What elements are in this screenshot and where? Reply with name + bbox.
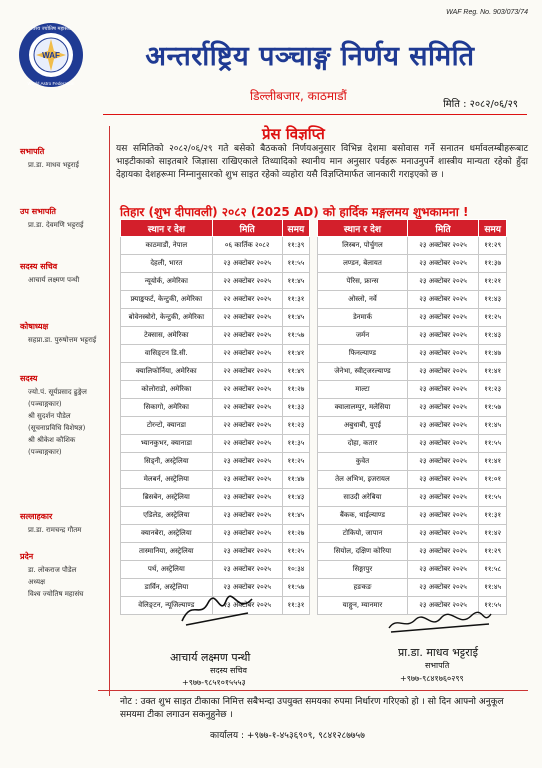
cell-date: २२ अक्टोबर २०२५ <box>212 435 282 453</box>
table-row <box>318 255 507 273</box>
sidebar-member: (पञ्चाङ्गकार) <box>28 400 62 408</box>
signatory-2-name: प्रा.डा. माधव भट्टराई <box>398 646 478 659</box>
cell-time: ११:४३ <box>479 291 507 309</box>
sidebar-role: सदस्य सचिव <box>20 262 58 271</box>
cell-place: लण्डन, बेलायत <box>318 255 408 273</box>
cell-time: ११:२९ <box>479 543 507 561</box>
signatory-2-phone: +९७७-९८४१७६०२९९ <box>400 674 464 683</box>
cell-place: वासिङ्टन डि.सी. <box>121 345 213 363</box>
cell-date: २२ अक्टोबर २०२५ <box>212 417 282 435</box>
table-row <box>318 453 507 471</box>
cell-place: डेनमार्क <box>318 309 408 327</box>
cell-time: ११:४५ <box>479 579 507 597</box>
cell-time: ११:२५ <box>282 453 309 471</box>
header-date: मिति <box>212 220 282 237</box>
organization-title: अन्तर्राष्ट्रिय पञ्चाङ्ग निर्णय समिति <box>145 41 475 72</box>
cell-date: २३ अक्टोबर २०२५ <box>407 417 478 435</box>
svg-text:World Astro Federation: World Astro Federation <box>27 81 75 86</box>
cell-place: एडिलेड, अस्ट्रेलिया <box>121 507 213 525</box>
table-row <box>318 417 507 435</box>
table-row <box>318 291 507 309</box>
cell-date: २३ अक्टोबर २०२५ <box>407 561 478 579</box>
cell-time: ११:२३ <box>479 381 507 399</box>
sidebar-member: डा. लोकराज पौडेल <box>28 566 77 574</box>
table-row <box>318 489 507 507</box>
cell-time: ११:३१ <box>282 597 309 615</box>
signature-lakshman-panthi <box>178 591 258 631</box>
sidebar-role: उप सभापति <box>20 207 56 216</box>
table-row <box>318 471 507 489</box>
table-row <box>121 327 310 345</box>
cell-time: ११:५५ <box>479 597 507 615</box>
cell-place: सिङ्गापुर <box>318 561 408 579</box>
cell-time: ११:२९ <box>479 237 507 255</box>
cell-time: ११:५७ <box>479 399 507 417</box>
timing-table-right <box>317 219 507 615</box>
registration-number: WAF Reg. No. 903/073/74 <box>446 9 528 16</box>
sidebar-role: सल्लाहकार <box>20 512 53 521</box>
cell-date: २२ अक्टोबर २०२५ <box>212 291 282 309</box>
table-row <box>318 525 507 543</box>
cell-date: २३ अक्टोबर २०२५ <box>212 453 282 471</box>
cell-place: भ्यानकुभर, क्यानाडा <box>121 435 213 453</box>
signature-madhav-bhattarai <box>385 608 495 638</box>
table-row <box>318 543 507 561</box>
table-row <box>318 435 507 453</box>
cell-place: क्यानबेरा, अस्ट्रेलिया <box>121 525 213 543</box>
cell-time: ११:४३ <box>479 327 507 345</box>
cell-date: २३ अक्टोबर २०२५ <box>212 489 282 507</box>
table-row <box>318 345 507 363</box>
table-row <box>121 309 310 327</box>
sidebar-member: श्री सुदर्शन पौडेल <box>28 412 71 420</box>
cell-time: ११:३७ <box>479 255 507 273</box>
header-time: समय <box>479 220 507 237</box>
cell-time: ११:४५ <box>282 507 309 525</box>
sidebar-member: आचार्य लक्ष्मण पन्थी <box>28 276 80 284</box>
cell-date: २३ अक्टोबर २०२५ <box>407 453 478 471</box>
cell-time: ११:४१ <box>479 453 507 471</box>
cell-time: ११:५५ <box>282 255 309 273</box>
header-place: स्थान र देश <box>318 220 408 237</box>
cell-time: ११:३१ <box>479 507 507 525</box>
cell-date: २२ अक्टोबर २०२५ <box>212 273 282 291</box>
cell-place: क्वालालम्पुर, मलेसिया <box>318 399 408 417</box>
cell-place: डार्विन, अस्ट्रेलिया <box>121 579 213 597</box>
table-row <box>121 543 310 561</box>
cell-date: २३ अक्टोबर २०२५ <box>212 597 282 615</box>
cell-time: ११:२१ <box>479 273 507 291</box>
cell-place: वेलिङ्टन, न्यूजिल्याण्ड <box>121 597 213 615</box>
cell-time: ११:५५ <box>479 435 507 453</box>
table-row <box>121 489 310 507</box>
table-row <box>318 273 507 291</box>
cell-place: सियोल, दक्षिण कोरिया <box>318 543 408 561</box>
cell-place: तास्मानिया, अस्ट्रेलिया <box>121 543 213 561</box>
cell-time: ११:४७ <box>479 345 507 363</box>
cell-date: २३ अक्टोबर २०२५ <box>407 363 478 381</box>
table-row <box>121 417 310 435</box>
cell-place: लिस्बन, पोर्चुगल <box>318 237 408 255</box>
table-row <box>121 237 310 255</box>
cell-place: बोवेनस्बोरो, केन्टुकी, अमेरिका <box>121 309 213 327</box>
table-row <box>318 381 507 399</box>
cell-place: कुवेत <box>318 453 408 471</box>
cell-date: २३ अक्टोबर २०२५ <box>407 345 478 363</box>
table-row <box>318 327 507 345</box>
sidebar-member: प्रा.डा. देवमणि भट्टराई <box>28 221 84 229</box>
header-divider <box>103 114 527 115</box>
office-contact: कार्यालय : +९७७-१-४५३६९०९, ९८४१२८७७५७ <box>210 731 365 741</box>
sidebar-member: (सूचनाप्रविधि विशेषज्ञ) <box>28 424 86 432</box>
cell-date: २२ अक्टोबर २०२५ <box>212 345 282 363</box>
table-row <box>121 471 310 489</box>
committee-sidebar <box>0 126 110 696</box>
cell-time: ११:२५ <box>282 543 309 561</box>
cell-date: २३ अक्टोबर २०२५ <box>407 579 478 597</box>
cell-time: ११:५८ <box>479 561 507 579</box>
table-row <box>318 309 507 327</box>
cell-time: १०:३४ <box>282 561 309 579</box>
cell-time: ११:२७ <box>282 381 309 399</box>
sidebar-member: श्री श्रीकेश कौशिक <box>28 436 76 444</box>
table-row <box>318 507 507 525</box>
cell-time: ११:४५ <box>282 273 309 291</box>
table-row <box>121 291 310 309</box>
cell-place: जेनेभा, स्वीट्जरल्याण्ड <box>318 363 408 381</box>
cell-place: फिनल्याण्ड <box>318 345 408 363</box>
cell-time: ११:३१ <box>282 291 309 309</box>
signatory-1-role: सदस्य सचिव <box>210 666 247 675</box>
press-release-title: प्रेस विज्ञप्ति <box>262 125 325 143</box>
cell-date: २३ अक्टोबर २०२५ <box>407 327 478 345</box>
cell-date: २३ अक्टोबर २०२५ <box>407 489 478 507</box>
cell-place: बैंकक, थाईल्याण्ड <box>318 507 408 525</box>
cell-place: टोरन्टो, क्यानडा <box>121 417 213 435</box>
svg-text:WAF: WAF <box>42 51 60 60</box>
cell-date: २३ अक्टोबर २०२५ <box>407 597 478 615</box>
cell-date: २३ अक्टोबर २०२५ <box>407 435 478 453</box>
address: डिल्लीबजार, काठमाडौं <box>250 89 347 103</box>
sidebar-role: कोषाध्यक्ष <box>20 322 49 331</box>
cell-place: देहली, भारत <box>121 255 213 273</box>
sidebar-member: प्रा.डा. रामचन्द्र गौतम <box>28 526 82 534</box>
table-row <box>318 237 507 255</box>
cell-time: ११:४५ <box>479 417 507 435</box>
cell-place: तेल अभिभ, इजरायल <box>318 471 408 489</box>
cell-place: कोलोराडो, अमेरिका <box>121 381 213 399</box>
cell-date: २३ अक्टोबर २०२५ <box>212 579 282 597</box>
signatory-2-role: सभापति <box>425 661 450 670</box>
cell-place: ब्रिसबेन, अस्ट्रेलिया <box>121 489 213 507</box>
cell-time: ११:४९ <box>282 363 309 381</box>
sidebar-role: सदस्य <box>20 374 38 383</box>
timing-table-left <box>120 219 310 615</box>
cell-time: ११:४१ <box>282 345 309 363</box>
cell-time: ११:२३ <box>282 417 309 435</box>
cell-date: २३ अक्टोबर २०२५ <box>212 507 282 525</box>
svg-text:विश्व ज्योतिष महासंघ: विश्व ज्योतिष महासंघ <box>31 26 71 32</box>
cell-time: ११:४२ <box>479 525 507 543</box>
cell-date: २३ अक्टोबर २०२५ <box>212 255 282 273</box>
cell-date: २३ अक्टोबर २०२५ <box>407 309 478 327</box>
sidebar-member: सहप्रा.डा. पुरुषोत्तम भट्टराई <box>28 336 97 344</box>
table-row <box>318 561 507 579</box>
header-time: समय <box>282 220 309 237</box>
cell-place: अबुधाबी, युएई <box>318 417 408 435</box>
cell-place: मेलबर्न, अस्ट्रेलिया <box>121 471 213 489</box>
cell-date: २३ अक्टोबर २०२५ <box>407 255 478 273</box>
cell-time: ११:३३ <box>282 399 309 417</box>
cell-time: ११:४३ <box>282 489 309 507</box>
sidebar-member: ज्यो.पं. सूर्यप्रसाद ढुङ्गेल <box>28 388 87 396</box>
table-row <box>121 525 310 543</box>
cell-date: २२ अक्टोबर २०२५ <box>212 363 282 381</box>
table-row <box>121 381 310 399</box>
cell-place: टेक्सास, अमेरिका <box>121 327 213 345</box>
cell-date: २३ अक्टोबर २०२५ <box>407 237 478 255</box>
table-row <box>318 363 507 381</box>
signatory-1-name: आचार्य लक्ष्मण पन्थी <box>170 651 251 664</box>
cell-date: २३ अक्टोबर २०२५ <box>407 471 478 489</box>
cell-time: ११:५७ <box>282 579 309 597</box>
sidebar-member: अध्यक्ष <box>28 578 46 586</box>
cell-place: पेरिस, फ्रान्स <box>318 273 408 291</box>
table-row <box>318 579 507 597</box>
table-row <box>121 363 310 381</box>
sidebar-member: (पञ्चाङ्गकार) <box>28 448 62 456</box>
cell-time: ११:३९ <box>282 237 309 255</box>
cell-place: फ्र्याङ्कफर्ट, केन्टुकी, अमेरिका <box>121 291 213 309</box>
cell-place: सिड्नी, अस्ट्रेलिया <box>121 453 213 471</box>
signatory-1-phone: +९७७-९८५१०१५५५३ <box>182 678 246 687</box>
note-text: नोट : उक्त शुभ साइत टीकाका निमित्त सबैभन्दा उपयुक्त समयका रुपमा निर्धारण गरिएको हो । सो दिन आफ्नो अनुकूल समयमा टीका लगाउन सकनुहुनेछ । <box>120 697 504 720</box>
note-divider <box>98 690 528 691</box>
tihar-greeting: तिहार (शुभ दीपावली) २०८२ (2025 AD) को हार्दिक मङ्गलमय शुभकामना ! <box>120 205 469 219</box>
cell-place: न्यूयोर्क, अमेरिका <box>121 273 213 291</box>
cell-place: क्यालिफोर्निया, अमेरिका <box>121 363 213 381</box>
table-row <box>121 399 310 417</box>
cell-date: ०६ कार्तिक २०८२ <box>212 237 282 255</box>
sidebar-role: सभापति <box>20 147 45 156</box>
cell-place: दोहा, कतार <box>318 435 408 453</box>
table-row <box>121 435 310 453</box>
cell-place: ओस्लो, नर्वे <box>318 291 408 309</box>
date-label: मिति : २०८२/०६/२९ <box>443 99 518 110</box>
sidebar-role: प्रदेन <box>20 552 34 561</box>
cell-place: याङ्गुन, म्यानमार <box>318 597 408 615</box>
cell-place: सिकागो, अमेरिका <box>121 399 213 417</box>
cell-date: २२ अक्टोबर २०२५ <box>212 381 282 399</box>
cell-date: २३ अक्टोबर २०२५ <box>407 507 478 525</box>
cell-date: २२ अक्टोबर २०२५ <box>212 399 282 417</box>
table-row <box>121 273 310 291</box>
cell-place: पर्थ, अस्ट्रेलिया <box>121 561 213 579</box>
cell-date: २३ अक्टोबर २०२५ <box>407 525 478 543</box>
cell-time: ११:२५ <box>479 309 507 327</box>
cell-date: २३ अक्टोबर २०२५ <box>212 471 282 489</box>
cell-place: जर्मन <box>318 327 408 345</box>
cell-date: २२ अक्टोबर २०२५ <box>212 309 282 327</box>
cell-date: २३ अक्टोबर २०२५ <box>407 399 478 417</box>
cell-time: ११:५५ <box>479 489 507 507</box>
cell-time: ११:३५ <box>282 435 309 453</box>
cell-time: ११:४१ <box>479 363 507 381</box>
sidebar-member: विश्व ज्योतिष महासंघ <box>28 590 84 598</box>
table-row <box>121 345 310 363</box>
cell-place: माल्टा <box>318 381 408 399</box>
cell-time: ११:४७ <box>282 471 309 489</box>
table-row <box>318 399 507 417</box>
sidebar-member: प्रा.डा. माधव भट्टराई <box>28 161 79 169</box>
header-place: स्थान र देश <box>121 220 213 237</box>
cell-date: २२ अक्टोबर २०२५ <box>212 327 282 345</box>
cell-time: ११:२७ <box>282 525 309 543</box>
cell-place: हङकङ <box>318 579 408 597</box>
cell-place: काठमाडौं, नेपाल <box>121 237 213 255</box>
press-release-body: यस समितिको २०८२/०६/२९ गते बसेको बैठकको निर्णयअनुसार विभिन्न देशमा बसोवास गर्ने सनातन धर्मावलम्बीहरूबाट भाइटीकाको साइतबारे जिज्ञासा राखिएकाले तिथ्यादिको स्थानीय मान अनुसार पर्वहरू मनाउनुपर्ने शास्त्रीय मान्यता रहेको हुँदा देहायका देशहरूमा निम्नानुसारको शुभ साइत रहेको व्यहोरा यसै विज्ञप्तिमार्फत जानकारी गराइएको छ । <box>116 144 528 180</box>
world-astro-federation-logo <box>17 21 85 89</box>
cell-date: २३ अक्टोबर २०२५ <box>407 381 478 399</box>
cell-date: २३ अक्टोबर २०२५ <box>407 543 478 561</box>
cell-date: २३ अक्टोबर २०२५ <box>212 543 282 561</box>
cell-time: ११:४५ <box>282 309 309 327</box>
table-row <box>121 453 310 471</box>
cell-time: ११:५७ <box>282 327 309 345</box>
sidebar-divider <box>109 126 110 696</box>
table-row <box>121 255 310 273</box>
cell-date: २३ अक्टोबर २०२५ <box>212 561 282 579</box>
cell-time: ११:०१ <box>479 471 507 489</box>
header-date: मिति <box>407 220 478 237</box>
cell-place: साउदी अरेबिया <box>318 489 408 507</box>
cell-date: २३ अक्टोबर २०२५ <box>407 273 478 291</box>
cell-date: २३ अक्टोबर २०२५ <box>212 525 282 543</box>
cell-date: २३ अक्टोबर २०२५ <box>407 291 478 309</box>
cell-place: टोकियो, जापान <box>318 525 408 543</box>
table-row <box>121 561 310 579</box>
table-row <box>121 507 310 525</box>
